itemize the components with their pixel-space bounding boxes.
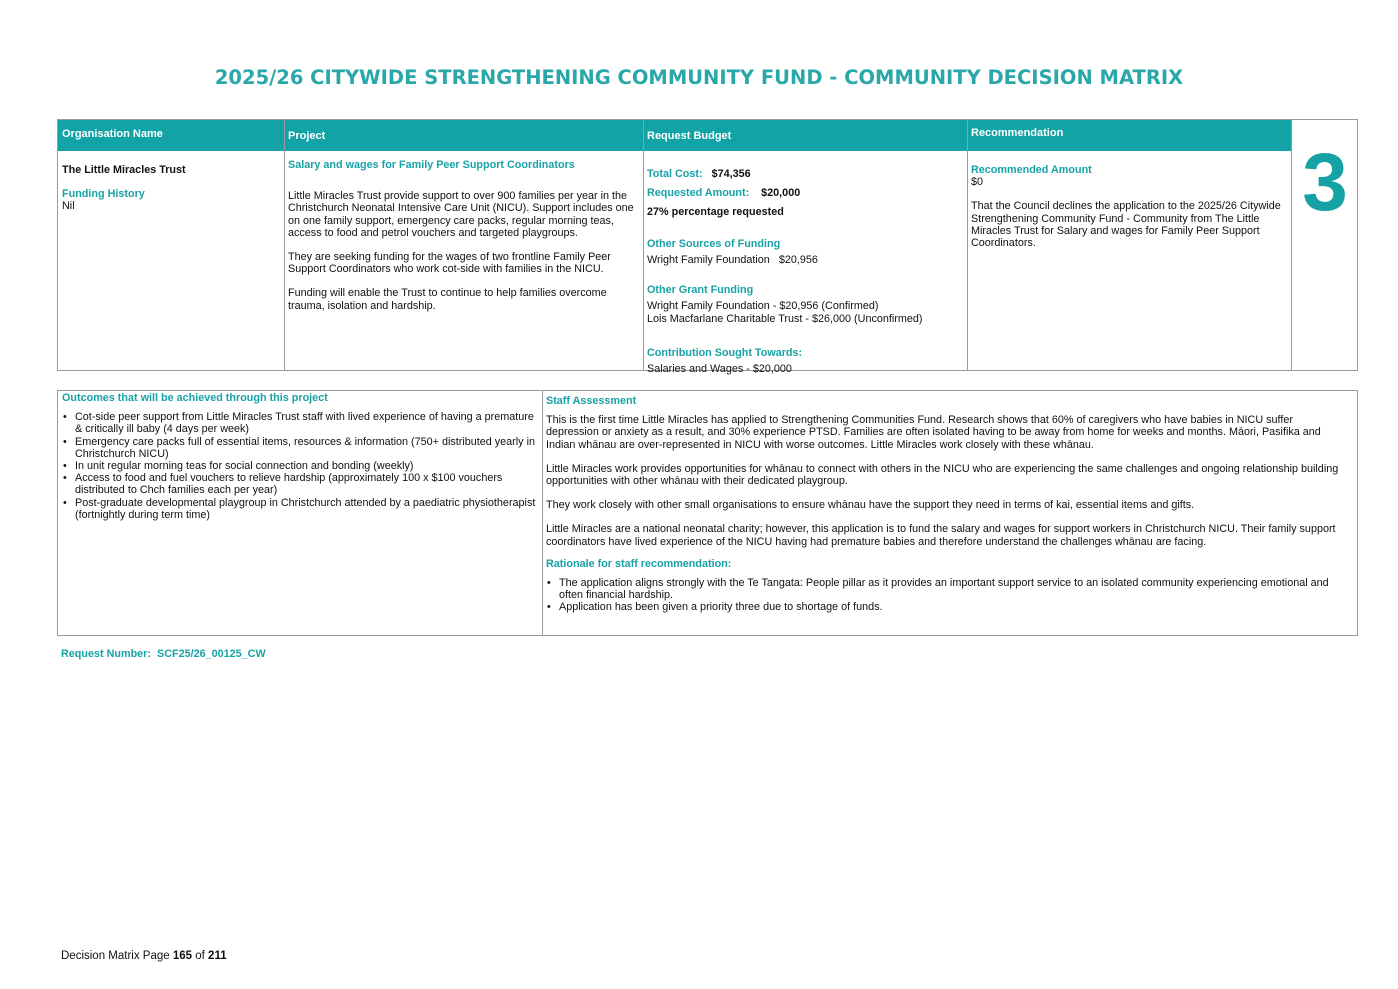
footer-total-pages: 211 xyxy=(208,950,227,962)
funding-history-label: Funding History xyxy=(62,188,145,201)
footer-of: of xyxy=(195,950,205,962)
header-recommendation: Recommendation xyxy=(967,120,1292,151)
priority-number: 3 xyxy=(1302,137,1348,228)
footer-page-number: 165 xyxy=(172,950,193,962)
percentage-requested: 27% percentage requested xyxy=(647,206,784,218)
request-number-value: SCF25/26_00125_CW xyxy=(157,648,266,660)
recommendation-cell xyxy=(968,151,1291,370)
requested-amount-label: Requested Amount: xyxy=(647,187,750,199)
assessment-paragraph: This is the first time Little Miracles has applied to Strengthening Communities Fund. Research shows that 60% of caregivers who have babies in NICU suffer depression or anxiety as a result, and 30% experience PTSD. Families are often isolated having to be away from home for weeks and months. Māori, Pasifika and Indian whānau are over-represented in NICU with worse outcomes. Little Miracles work closely with these whānau. xyxy=(546,414,1321,451)
organisation-cell xyxy=(58,151,284,370)
project-cell xyxy=(285,151,643,370)
header-organisation-name: Organisation Name xyxy=(58,120,284,151)
page-title: 2025/26 CITYWIDE STRENGTHENING COMMUNITY FUND - COMMUNITY DECISION MATRIX xyxy=(214,66,1184,89)
requested-amount-row xyxy=(647,187,963,206)
budget-cell xyxy=(644,151,967,375)
request-number-label: Request Number: xyxy=(61,648,151,660)
funding-history-value: Nil xyxy=(62,200,75,213)
outcomes-label: Outcomes that will be achieved through this project xyxy=(62,392,328,404)
outcome-item: • Cot-side peer support from Little Miracles Trust staff with lived experience of having a premature & critically ill baby (4 days per week) xyxy=(75,411,536,435)
contribution-value: Salaries and Wages - $20,000 xyxy=(647,362,792,375)
project-description: Little Miracles Trust provide support to over 900 families per year in the Christchurch Neonatal Intensive Care Unit (NICU). Support includes one on one family support, emergency care packs, regular morning teas, access to food and petrol vouchers and targeted playgroups. xyxy=(288,190,634,239)
rationale-item: • Application has been given a priority three due to shortage of funds. xyxy=(559,601,1347,613)
assessment-paragraph: Little Miracles work provides opportunities for whānau to connect with others in the NICU who are experiencing the same challenges and ongoing relationship building opportunities with other whānau with their dedicated playgroup. xyxy=(546,462,1339,488)
outcome-item: • In unit regular morning teas for social connection and bonding (weekly) xyxy=(75,460,536,472)
total-cost-row xyxy=(647,168,963,187)
outcomes-cell xyxy=(58,391,542,635)
other-sources-item: Wright Family Foundation $20,956 xyxy=(647,254,818,267)
decision-matrix-table xyxy=(57,119,1358,375)
contribution-label: Contribution Sought Towards: xyxy=(647,346,803,359)
header-request-budget: Request Budget xyxy=(643,120,967,151)
other-sources-label: Other Sources of Funding xyxy=(647,238,781,251)
outcome-item: • Access to food and fuel vouchers to relieve hardship (approximately 100 x $100 vouchers distributed to Chch families each per year) xyxy=(75,472,536,496)
outcome-item: • Emergency care packs full of essential items, resources & information (750+ distributed yearly in Christchurch NICU) xyxy=(75,436,536,460)
project-title: Salary and wages for Family Peer Support Coordinators xyxy=(288,159,575,171)
outcome-item: • Post-graduate developmental playgroup in Christchurch attended by a paediatric physiotherapist (fortnightly during term time) xyxy=(75,497,536,521)
staff-assessment-label: Staff Assessment xyxy=(546,395,637,407)
assessment-paragraph: Little Miracles are a national neonatal charity; however, this application is to fund the salary and wages for support workers in Christchurch NICU. Their family support coordinators have lived experience of the NICU having had premature babies and therefore understand the challenges whānau are facing. xyxy=(546,523,1336,548)
recommended-amount-label: Recommended Amount xyxy=(971,164,1092,176)
total-cost-label: Total Cost: xyxy=(647,168,703,180)
project-description: They are seeking funding for the wages of two frontline Family Peer Support Coordinators who work cot-side with families in the NICU. xyxy=(288,251,611,276)
header-project: Project xyxy=(284,120,643,151)
recommendation-text: That the Council declines the application to the 2025/26 Citywide Strengthening Community Fund - Community from The Little Miracles Trust for Salary and wages for Family Peer Support Coordinators. xyxy=(971,200,1281,250)
staff-assessment-cell xyxy=(543,391,1357,635)
other-grant-funding-label: Other Grant Funding xyxy=(647,284,754,297)
project-description: Funding will enable the Trust to continue to help families overcome trauma, isolation and hardship. xyxy=(288,287,607,312)
other-grant-item: Wright Family Foundation - $20,956 (Confirmed) xyxy=(647,300,879,313)
requested-amount-value: $20,000 xyxy=(761,187,801,199)
rationale-item: • The application aligns strongly with the Te Tangata: People pillar as it provides an important support service to an isolated community experiencing emotional and often financial hardship. xyxy=(559,577,1347,601)
assessment-paragraph: They work closely with other small organisations to ensure whānau have the support they need in terms of kai, essential items and gifts. xyxy=(546,499,1195,512)
total-cost-value: $74,356 xyxy=(711,168,751,180)
other-grant-item: Lois Macfarlane Charitable Trust - $26,000 (Unconfirmed) xyxy=(647,312,923,325)
request-number xyxy=(61,648,266,660)
assessment-table xyxy=(57,390,1358,636)
recommended-amount-value: $0 xyxy=(971,176,984,189)
footer-prefix: Decision Matrix Page xyxy=(61,950,170,962)
page-footer xyxy=(61,950,227,962)
outcomes-list xyxy=(62,411,536,521)
organisation-name: The Little Miracles Trust xyxy=(62,164,186,176)
rationale-list xyxy=(546,577,1347,614)
rationale-label: Rationale for staff recommendation: xyxy=(546,557,732,570)
